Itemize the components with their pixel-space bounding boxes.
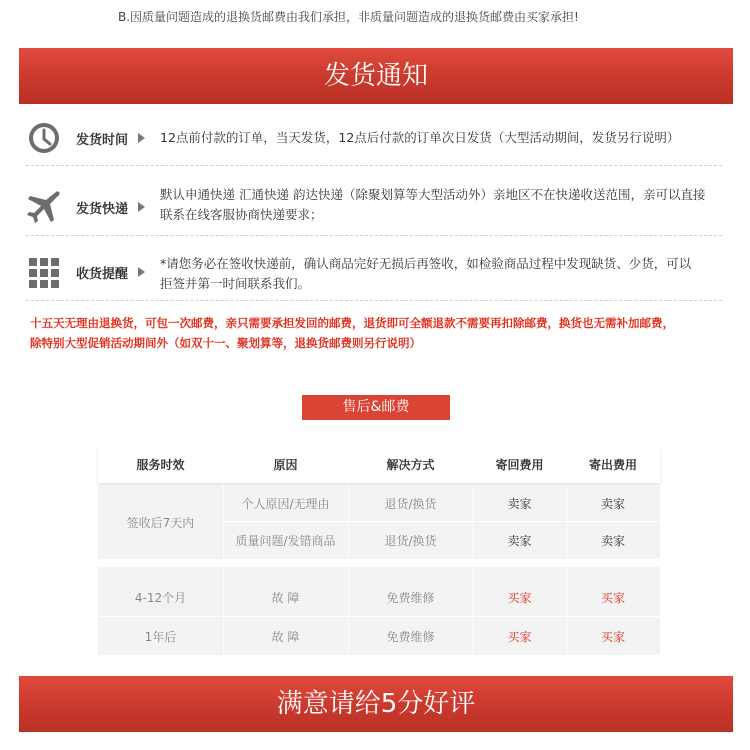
cell-reason: 故 障	[271, 591, 300, 605]
cell-return-fee: 买家	[507, 629, 532, 644]
chevron-right-icon	[138, 202, 145, 212]
cell-solution: 免费维修	[386, 629, 435, 644]
cell-send-fee: 卖家	[600, 496, 625, 511]
divider	[26, 300, 722, 301]
return-policy-note-line1: 十五天无理由退换货，可包一次邮费，亲只需要承担发回的邮费，退货即可全额退款不需要再扣除邮费，换货也无需补加邮费，	[30, 316, 674, 330]
clock-icon	[26, 120, 62, 156]
cell-period: 4-12个月	[134, 591, 187, 605]
review-request-banner: 满意请给5分好评	[19, 676, 733, 732]
shipping-time-row	[26, 120, 722, 156]
divider	[26, 235, 722, 236]
cell-period: 签收后7天内	[126, 515, 195, 530]
chevron-right-icon	[138, 133, 145, 143]
receiving-reminder-text-line1: *请您务必在签收快递前，确认商品完好无损后再签收，如检验商品过程中发现缺货、少货，可以	[160, 256, 692, 271]
cell-send-fee: 买家	[600, 629, 625, 644]
after-sales-title: 售后&邮费	[302, 395, 450, 420]
shipping-courier-text-line1: 默认申通快递 汇通快递 韵达快递（除聚划算等大型活动外）亲地区不在快递收送范围，亲可以直接	[160, 187, 706, 202]
receiving-reminder-row	[26, 253, 722, 293]
header-reason: 原因	[223, 445, 348, 483]
cell-solution: 退货/换货	[384, 534, 437, 548]
header-solution: 解决方式	[348, 445, 473, 483]
shipping-courier-row	[26, 186, 722, 226]
header-send-fee: 寄出费用	[566, 445, 660, 483]
header-period: 服务时效	[98, 445, 223, 483]
cell-return-fee: 卖家	[507, 496, 532, 511]
cell-send-fee: 卖家	[600, 534, 625, 548]
cell-solution: 免费维修	[386, 591, 435, 605]
divider	[26, 165, 722, 166]
grid-icon	[26, 255, 62, 291]
cell-period: 1年后	[144, 629, 177, 644]
receiving-reminder-label: 收货提醒	[76, 267, 129, 282]
cell-return-fee: 卖家	[507, 534, 532, 548]
airplane-icon	[26, 188, 62, 224]
return-shipping-note: B.因质量问题造成的退换货邮费由我们承担，非质量问题造成的退换货邮费由买家承担!	[118, 10, 579, 24]
shipping-time-label: 发货时间	[76, 133, 129, 148]
chevron-right-icon	[138, 267, 145, 277]
cell-reason: 故 障	[271, 629, 300, 644]
shipping-notice-banner: 发货通知	[19, 48, 733, 104]
cell-send-fee: 买家	[600, 591, 625, 605]
shipping-courier-label: 发货快递	[76, 202, 129, 217]
shipping-time-text: 12点前付款的订单，当天发货，12点后付款的订单次日发货（大型活动期间，发货另行说明）	[160, 130, 680, 145]
cell-solution: 退货/换货	[384, 496, 437, 511]
receiving-reminder-text-line2: 拒签并第一时间联系我们。	[160, 276, 311, 291]
shipping-courier-text-line2: 联系在线客服协商快递要求；	[160, 207, 323, 222]
return-policy-note-line2: 除特别大型促销活动期间外（如双十一、聚划算等，退换货邮费则另行说明）	[30, 336, 421, 350]
cell-reason: 个人原因/无理由	[241, 496, 330, 511]
cell-return-fee: 买家	[507, 591, 532, 605]
cell-reason: 质量问题/发错商品	[235, 534, 336, 548]
header-return-fee: 寄回费用	[473, 445, 566, 483]
